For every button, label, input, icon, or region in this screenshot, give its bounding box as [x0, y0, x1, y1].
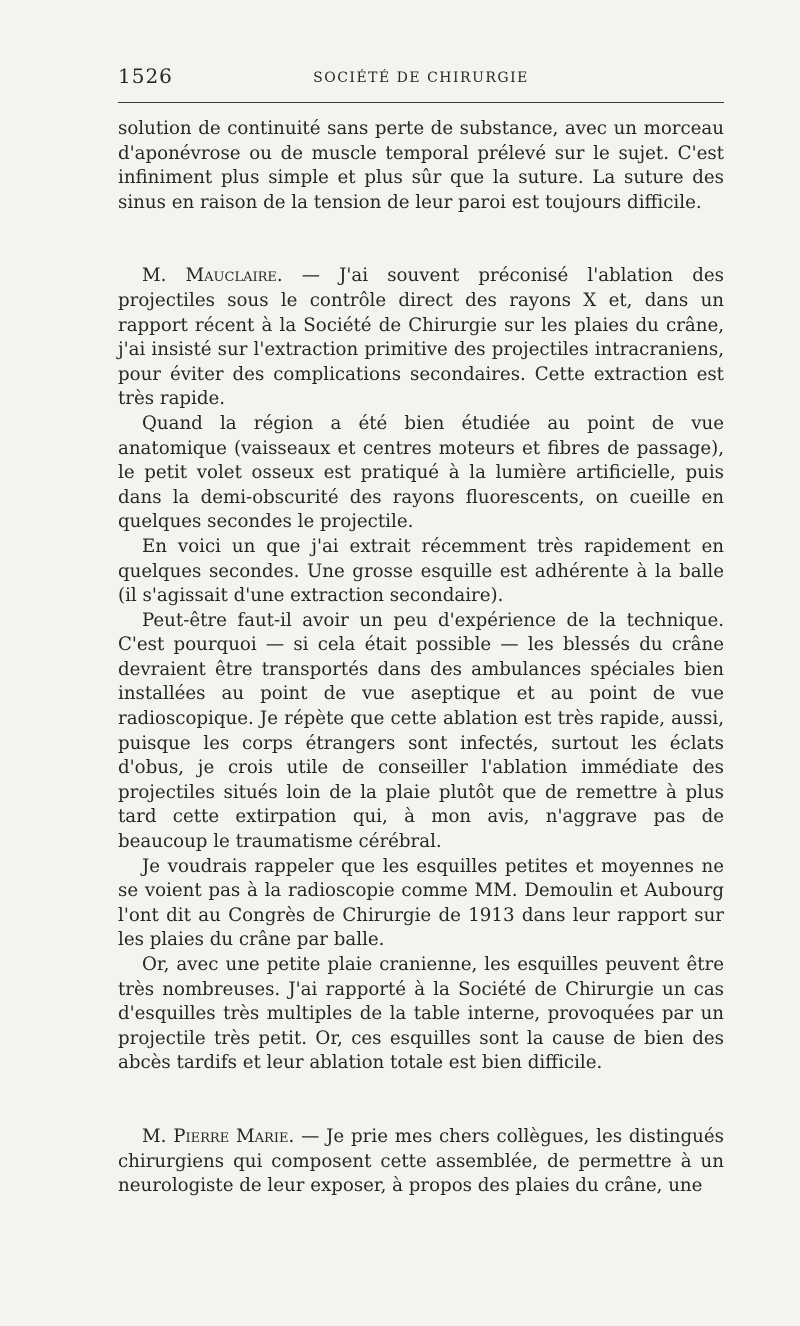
- paragraph: Or, avec une petite plaie cranienne, les esquilles peuvent être très nombreuses. J'ai rapporté à la Société de Chirurgie un cas d'esquilles très multiples de la table interne, provoquées par un projectile très petit. Or, ces esquilles sont la cause de bien des abcès tardifs et leur ablation totale est bien difficile.: [118, 954, 724, 1074]
- paragraph-text: J'ai souvent préconisé l'ablation des projectiles sous le contrôle direct des rayons X et, dans un rapport récent à la Société de Chirurgie sur les plaies du crâne, j'ai insisté sur l'extraction primitive des projectiles intracraniens, pour éviter des complications secondaires. Cette extraction est très rapide.: [118, 265, 724, 410]
- speaker-prefix: M.: [142, 1125, 174, 1147]
- paragraph-mauclaire: [118, 264, 724, 412]
- speaker-prefix: M.: [142, 265, 186, 287]
- paragraph: En voici un que j'ai extrait récemment très rapidement en quelques secondes. Une grosse esquille est adhérente à la balle (il s'agissait d'une extraction secondaire).: [118, 535, 724, 607]
- running-title: SOCIÉTÉ DE CHIRURGIE: [313, 70, 529, 86]
- paragraph-pierre-marie: [118, 1125, 724, 1199]
- body-text: [118, 117, 724, 1199]
- paragraph: Quand la région a été bien étudiée au point de vue anatomique (vaisseaux et centres moteurs et fibres de passage), le petit volet osseux est pratiqué à la lumière artificielle, puis dans la demi-obscurité des rayons fluorescents, on cueille en quelques secondes le projectile.: [118, 412, 724, 533]
- paragraph: Peut-être faut-il avoir un peu d'expérience de la technique. C'est pourquoi — si cela était possible — les blessés du crâne devraient être transportés dans des ambulances spéciales bien installées au point de vue aseptique et au point de vue radioscopique. Je répète que cette ablation est très rapide, aussi, puisque les corps étrangers sont infectés, surtout les éclats d'obus, je crois utile de conseiller l'ablation immédiate des projectiles situés loin de la plaie plutôt que de remettre à plus tard cette extirpation qui, à mon avis, n'aggrave pas de beaucoup le traumatisme cérébral.: [118, 609, 724, 853]
- speaker-suffix: . —: [276, 265, 340, 287]
- paragraph: Je voudrais rappeler que les esquilles petites et moyennes ne se voient pas à la radioscopie comme MM. Demoulin et Aubourg l'ont dit au Congrès de Chirurgie de 1913 dans leur rapport sur les plaies du crâne par balle.: [118, 855, 724, 951]
- speaker-suffix: . —: [288, 1125, 327, 1147]
- header-rule: [118, 102, 724, 103]
- speaker-name: Pierre Marie: [173, 1125, 289, 1147]
- speaker-name: Mauclaire: [185, 265, 277, 287]
- paragraph-continuation: solution de continuité sans perte de substance, avec un morceau d'aponévrose ou de muscle temporal prélevé sur le sujet. C'est infiniment plus simple et plus sûr que la suture. La suture des sinus en raison de la tension de leur paroi est toujours difficile.: [118, 118, 724, 213]
- paragraph-text: Je prie mes chers collègues, les distingués chirurgiens qui composent cette assemblée, de permettre à un neurologiste de leur exposer, à propos des plaies du crâne, une: [118, 1125, 724, 1197]
- page-number: 1526: [118, 64, 173, 88]
- page-header: [118, 62, 724, 92]
